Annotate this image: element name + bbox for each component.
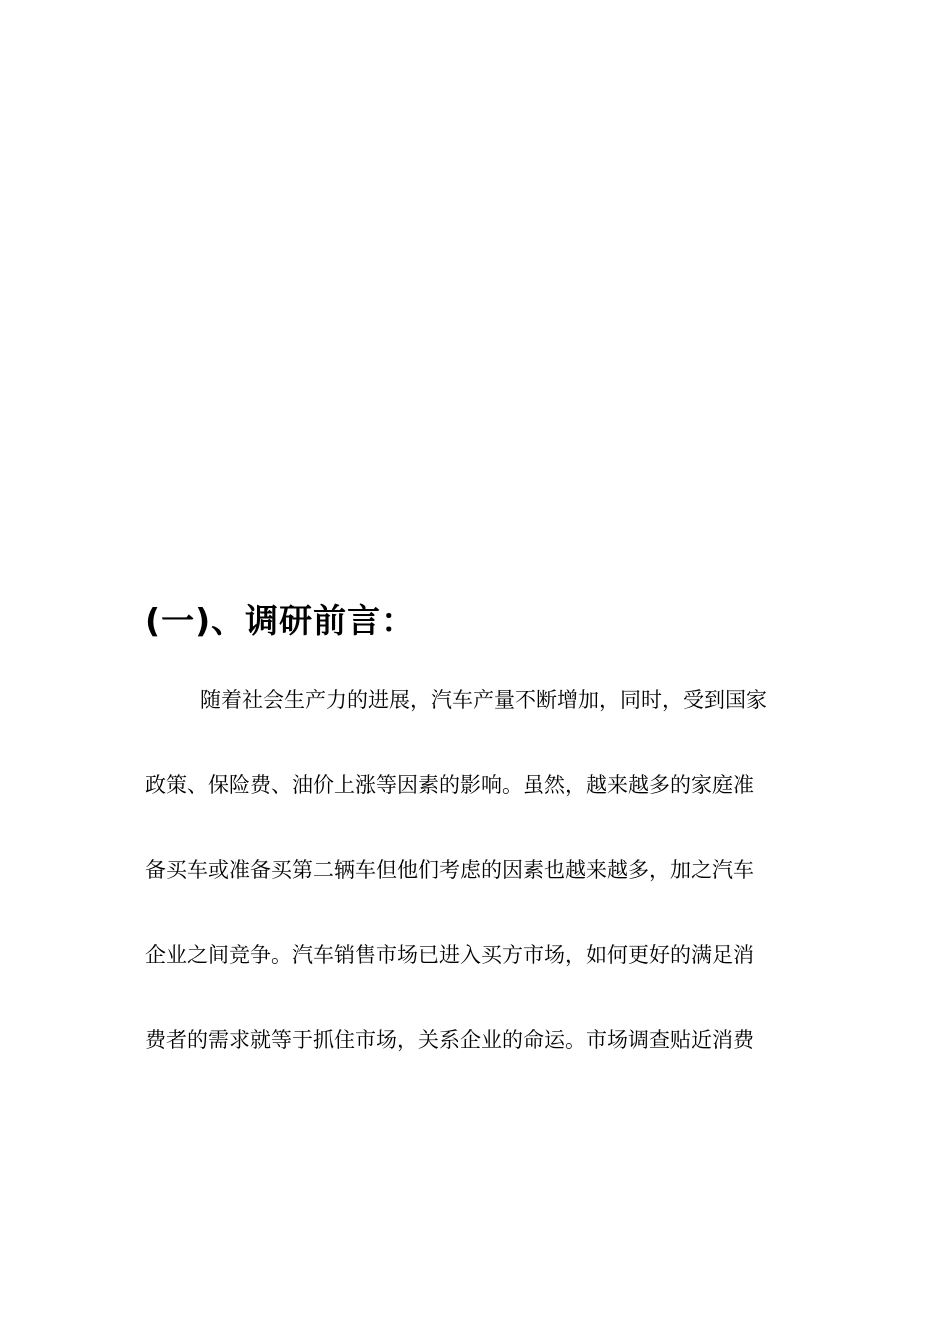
section-heading: (一)、调研前言： [145,601,416,640]
paragraph-line-1: 随着社会生产力的进展，汽车产量不断增加，同时，受到国家 [200,688,767,712]
paragraph-line-5: 费者的需求就等于抓住市场，关系企业的命运。市场调查贴近消费 [145,1028,754,1052]
paragraph-line-3: 备买车或准备买第二辆车但他们考虑的因素也越来越多，加之汽车 [145,858,754,882]
paragraph-line-4: 企业之间竞争。汽车销售市场已进入买方市场，如何更好的满足消 [145,943,754,967]
paragraph-line-2: 政策、保险费、油价上涨等因素的影响。虽然，越来越多的家庭准 [145,773,754,797]
